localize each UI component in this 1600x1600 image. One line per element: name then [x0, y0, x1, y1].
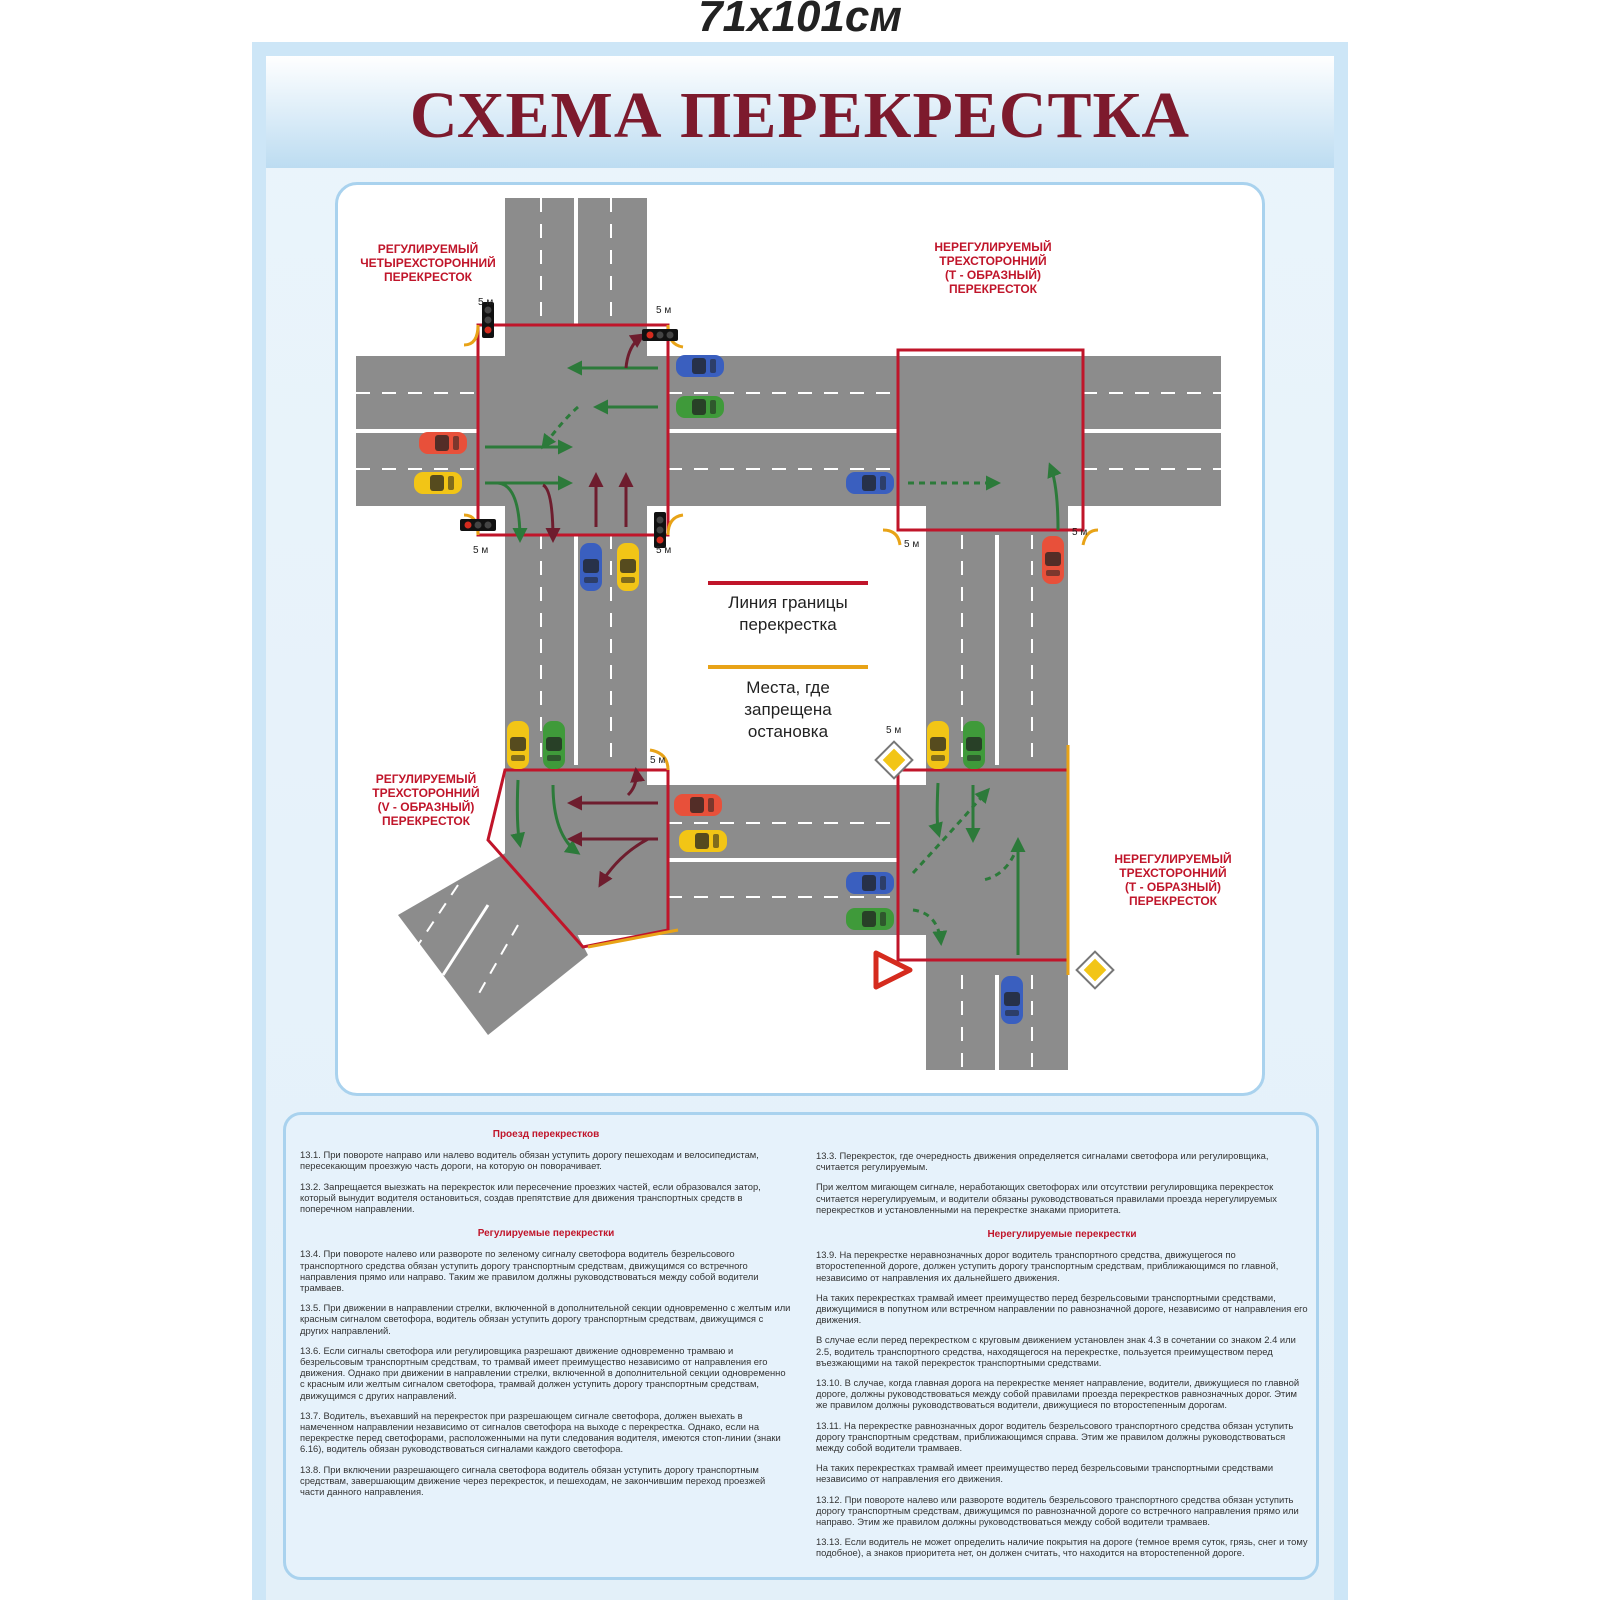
- distance-label: 5 м: [656, 305, 672, 316]
- car-icon: [846, 872, 894, 894]
- label-line: НЕРЕГУЛИРУЕМЫЙ: [1114, 852, 1232, 866]
- poster-title: СХЕМА ПЕРЕКРЕСТКА: [409, 79, 1191, 152]
- distance-label: 5 м: [904, 539, 920, 550]
- distance-label: 5 м: [656, 545, 672, 556]
- rule-paragraph: 13.6. Если сигналы светофора или регулировщика разрешают движение одновременно трамваю и безрельсовым транспортным средствам, то трамвай имеет преимущество независимо от направления его движения. Однако при движении в направлении стрелки, включенной в дополнительной секции одновременно с красным или желтым сигналом светофора, трамвай должен уступить дорогу транспортным средствам, движущимся с других направлений.: [300, 1344, 786, 1401]
- distance-label: 5 м: [478, 297, 494, 308]
- legend-no-stop-text: остановка: [747, 722, 829, 741]
- label-line: ТРЕХСТОРОННИЙ: [939, 254, 1047, 268]
- distance-label: 5 м: [886, 725, 902, 736]
- label-line: (V - ОБРАЗНЫЙ): [377, 800, 475, 814]
- car-icon: [927, 721, 949, 769]
- car-icon: [676, 396, 724, 418]
- legend-no-stop-text: Места, где: [746, 678, 830, 697]
- label-line: ТРЕХСТОРОННИЙ: [372, 786, 480, 800]
- label-line: РЕГУЛИРУЕМЫЙ: [377, 242, 479, 256]
- legend: [708, 583, 868, 741]
- label-line: РЕГУЛИРУЕМЫЙ: [375, 772, 477, 786]
- rule-paragraph: 13.7. Водитель, въехавший на перекресток при разрешающем сигнале светофора, должен выехать в намеченном направлении независимо от сигналов светофора на выходе с перекрестка. Однако, если на перекрестке перед светофорами, расположенными на пути следования водителя, имеются стоп-линии (знаки 6.16), водитель обязан руководствоваться сигналами каждого светофора.: [300, 1409, 781, 1455]
- car-icon: [414, 472, 462, 494]
- label-line: ЧЕТЫРЕХСТОРОННИЙ: [360, 256, 496, 270]
- rule-paragraph: 13.1. При повороте направо или налево водитель обязан уступить дорогу пешеходам и велосипедистам, пересекающим проезжую часть дороги, на которую он поворачивает.: [300, 1149, 759, 1172]
- car-icon: [963, 721, 985, 769]
- label-line: ТРЕХСТОРОННИЙ: [1119, 866, 1227, 880]
- car-icon: [543, 721, 565, 769]
- rule-paragraph: 13.2. Запрещается выезжать на перекресток или пересечение проезжих частей, если образовался затор, который вынудит водителя остановиться, создав препятствие для движения транспортных средств в поперечном направлении.: [300, 1180, 761, 1215]
- car-icon: [674, 794, 722, 816]
- car-icon: [617, 543, 639, 591]
- main-road-sign-icon: [876, 742, 913, 779]
- section-heading: Проезд перекрестков: [492, 1129, 600, 1140]
- rule-paragraph: 13.8. При включении разрешающего сигнала светофора водитель обязан уступить дорогу транспортным средствам, завершающим движение через перекресток, и пешеходам, не закончившим переход проезжей части данного направления.: [300, 1463, 766, 1498]
- rule-paragraph: 13.3. Перекресток, где очередность движения определяется сигналами светофора или регулировщика, считается регулируемым.: [816, 1150, 1269, 1173]
- main-road-sign-icon: [1077, 952, 1114, 989]
- legend-no-stop-text: запрещена: [744, 700, 832, 719]
- label-line: ПЕРЕКРЕСТОК: [383, 270, 473, 284]
- diagram-panel: [335, 182, 1265, 1096]
- rules-right-column: [816, 1129, 1308, 1568]
- label-line: (Т - ОБРАЗНЫЙ): [1124, 880, 1222, 894]
- section-heading: Нерегулируемые перекрестки: [987, 1229, 1137, 1241]
- label-line: ПЕРЕКРЕСТОК: [381, 814, 471, 828]
- section-heading: Регулируемые перекрестки: [477, 1228, 615, 1240]
- rule-paragraph: 13.9. На перекрестке неравнозначных дорог водитель транспортного средства, движущегося по второстепенной дороге, должен уступить дорогу транспортным средствам, приближающимся по главной, независимо от направления их дальнейшего движения.: [816, 1249, 1279, 1283]
- distance-label: 5 м: [650, 755, 666, 766]
- traffic-light-icon: [460, 519, 496, 531]
- rules-left-column: [300, 1129, 792, 1506]
- car-icon: [679, 830, 727, 852]
- label-line: ПЕРЕКРЕСТОК: [1128, 894, 1218, 908]
- car-icon: [580, 543, 602, 591]
- rule-paragraph: 13.12. При повороте налево или развороте водитель безрельсового транспортного средства обязан уступить дорогу транспортным средствам, движущимся по равнозначной дороге со встречного направления прямо или направо. Этим же правилом должны руководствоваться между собой водители трамваев.: [816, 1493, 1299, 1528]
- legend-boundary-text: перекрестка: [739, 615, 837, 634]
- rule-paragraph: На таких перекрестках трамвай имеет преимущество перед безрельсовыми транспортными средствами, движущимися в попутном или встречном направлении по равнозначной дороге, независимо от направления его движения.: [816, 1291, 1308, 1326]
- rule-paragraph: В случае если перед перекрестком с круговым движением установлен знак 4.3 в сочетании со знаком 2.4 или 2.5, водитель транспортного средства, находящегося на перекрестке, пользуется преимуществом перед въезжающими на такой перекресток транспортными средствами.: [816, 1334, 1296, 1368]
- car-icon: [419, 432, 467, 454]
- size-caption: 71x101см: [698, 0, 902, 41]
- traffic-light-icon: [654, 512, 666, 548]
- intersection-diagram: [338, 185, 1265, 1096]
- rule-paragraph: 13.4. При повороте налево или развороте по зеленому сигналу светофора водитель безрельсового транспортного средства обязан уступить дорогу транспортным средствам, движущимся со встречного направления прямо или направо. Таким же правилом должны руководствоваться между собой водители трамваев.: [300, 1248, 759, 1294]
- legend-boundary-text: Линия границы: [728, 593, 848, 612]
- distance-label: 5 м: [473, 545, 489, 556]
- yield-sign-icon: [876, 953, 910, 987]
- rule-paragraph: При желтом мигающем сигнале, неработающих светофорах или отсутствии регулировщика перекресток считается нерегулируемым, и водители обязаны руководствоваться правилами проезда нерегулируемых перекрестков и установленными на перекрестке знаками приоритета.: [816, 1181, 1277, 1215]
- label-line: НЕРЕГУЛИРУЕМЫЙ: [934, 240, 1052, 254]
- label-line: ПЕРЕКРЕСТОК: [948, 282, 1038, 296]
- car-icon: [1001, 976, 1023, 1024]
- traffic-light-icon: [642, 329, 678, 341]
- rule-paragraph: 13.10. В случае, когда главная дорога на перекрестке меняет направление, водители, движущиеся по главной дороге, должны руководствоваться между собой правилами проезда перекрестков равнозначных дорог. Этим же правилом должны руководствоваться водители, движущиеся по второстепенным дорогам.: [816, 1377, 1300, 1411]
- car-icon: [846, 908, 894, 930]
- rules-panel: [283, 1112, 1319, 1580]
- car-icon: [507, 721, 529, 769]
- car-icon: [1042, 536, 1064, 584]
- rule-paragraph: 13.13. Если водитель не может определить наличие покрытия на дороге (темное время суток, грязь, снег и тому подобное), а знаков приоритета нет, он должен считать, что находится на второстепенной дороге.: [816, 1536, 1308, 1559]
- header-band: [266, 56, 1334, 168]
- rule-paragraph: На таких перекрестках трамвай имеет преимущество перед безрельсовыми транспортными средствами независимо от направления его движения.: [816, 1462, 1274, 1485]
- car-icon: [846, 472, 894, 494]
- rule-paragraph: 13.11. На перекрестке равнозначных дорог водитель безрельсового транспортного средства обязан уступить дорогу транспортным средствам, приближающимся справа. Этим же правилом должны руководствоваться между собой водители трамваев.: [816, 1419, 1294, 1454]
- car-icon: [676, 355, 724, 377]
- label-line: (Т - ОБРАЗНЫЙ): [944, 268, 1042, 282]
- distance-label: 5 м: [1072, 527, 1088, 538]
- rule-paragraph: 13.5. При движении в направлении стрелки, включенной в дополнительной секции одновременно с желтым или красным сигналом светофора, водитель обязан уступить дорогу транспортным средствам, движущимся с других направлений.: [300, 1302, 791, 1336]
